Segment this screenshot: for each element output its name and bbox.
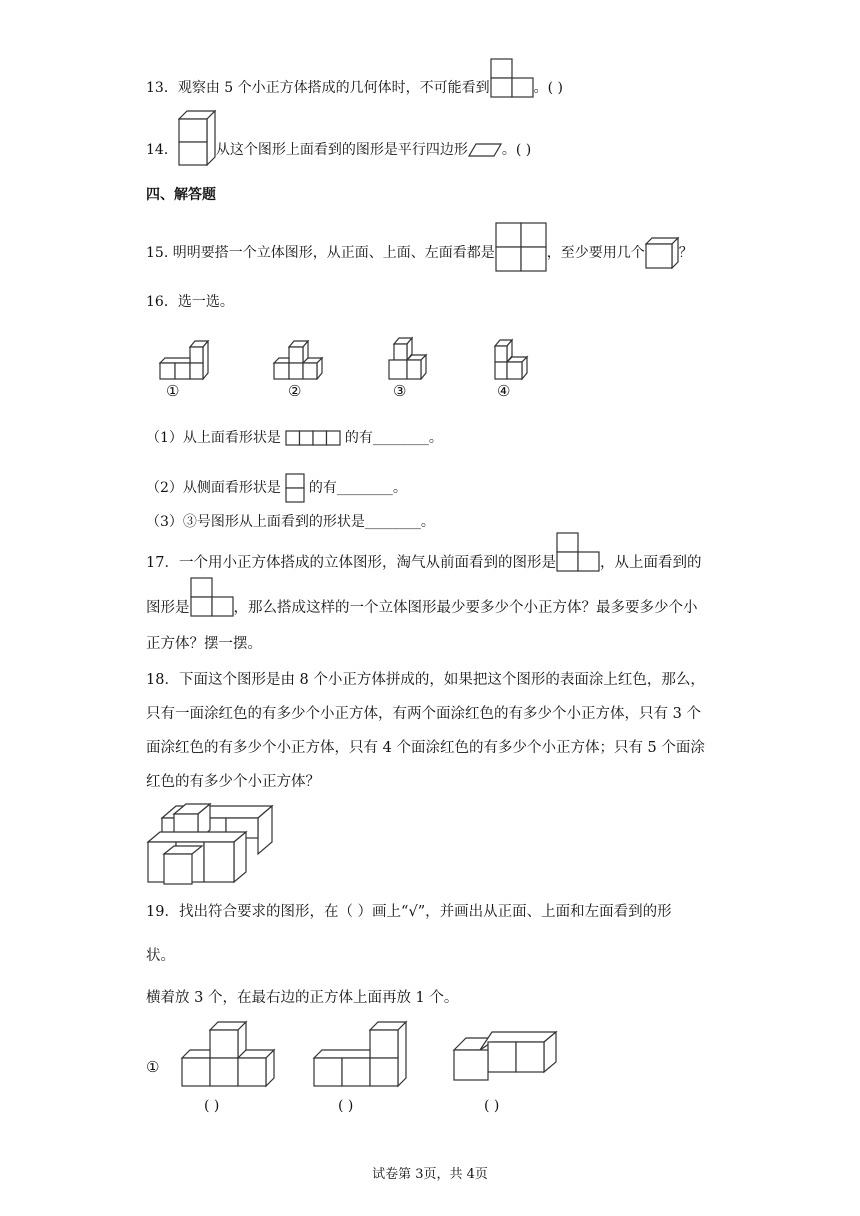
q17-top-view [190,577,234,617]
q16-sub3: （3）③号图形从上面看到的形状是________。 [146,514,435,530]
q16-label-1: ① [166,382,180,400]
small-cube-icon [645,237,679,269]
q19-option-2 [312,1020,412,1088]
q16-figure-3 [386,336,434,380]
q16-sub2: （2）从侧面看形状是 的有________。 [146,473,407,503]
q19-option-1 [180,1020,280,1088]
q17-front-view [556,532,600,572]
q18-line4: 红色的有多少个小正方体？ [146,774,320,790]
q19-answer-paren-2[interactable]: ( ) [338,1098,354,1114]
q14-cube-figure [178,110,216,166]
q17-line1: 17．一个用小正方体搭成的立体图形，淘气从前面看到的图形是 ，从上面看到的 [146,553,701,573]
q17-line2: 图形是 ，那么搭成这样的一个立体图形最少要多少个小正方体？最多要多少个小 [146,598,698,618]
q16-sub1: （1）从上面看形状是 的有________。 [146,430,443,446]
section-title: 四、解答题 [146,187,216,203]
q18-line3: 面涂红色的有多少个小正方体，只有 4 个面涂红色的有多少个小正方体；只有 5 个面涂 [146,740,705,756]
q16-label-4: ④ [497,382,511,400]
q19-line2: 状。 [146,948,175,964]
parallelogram-figure [468,143,502,157]
q19-row-label: ① [146,1058,160,1076]
q18-line2: 只有一面涂红色的有多少个小正方体，有两个面涂红色的有多少个小正方体，只有 3 个 [146,706,701,722]
q15-view-figure [495,222,547,272]
q18-line1: 18．下面这个图形是由 8 个小正方体拼成的，如果把这个图形的表面涂上红色，那么， [146,672,705,688]
side-view-figure [285,473,305,503]
q19-answer-paren-3[interactable]: ( ) [484,1098,500,1114]
q19-answer-paren-1[interactable]: ( ) [204,1098,220,1114]
q16-label-2: ② [288,382,302,400]
page-footer: 试卷第 3页，共 4页 [372,1167,488,1182]
q17-line3: 正方体？摆一摆。 [146,636,262,652]
q13-text: 13．观察由 5 个小正方体搭成的几何体时，不可能看到 。( ) [146,78,563,98]
q16-figure-2 [272,340,324,380]
q19-option-3 [452,1030,560,1082]
q13-view-figure [490,58,534,98]
q14-text: 14． 从这个图形上面看到的图形是平行四边形 。( ) [146,134,531,166]
q18-cube-figure [146,802,274,886]
q19-line1: 19．找出符合要求的图形，在（ ）画上“√”，并画出从正面、上面和左面看到的形 [146,904,672,920]
q16-figure-4 [492,338,532,380]
q16-figure-1 [158,340,210,380]
q15-text: 15. 明明要搭一个立体图形，从正面、上面、左面看都是 ，至少要用几个 ？ [146,234,693,272]
q16-title: 16．选一选。 [146,294,234,310]
q19-line3: 横着放 3 个，在最右边的正方体上面再放 1 个。 [146,990,459,1006]
q16-label-3: ③ [393,382,407,400]
top-view-figure [285,430,341,446]
